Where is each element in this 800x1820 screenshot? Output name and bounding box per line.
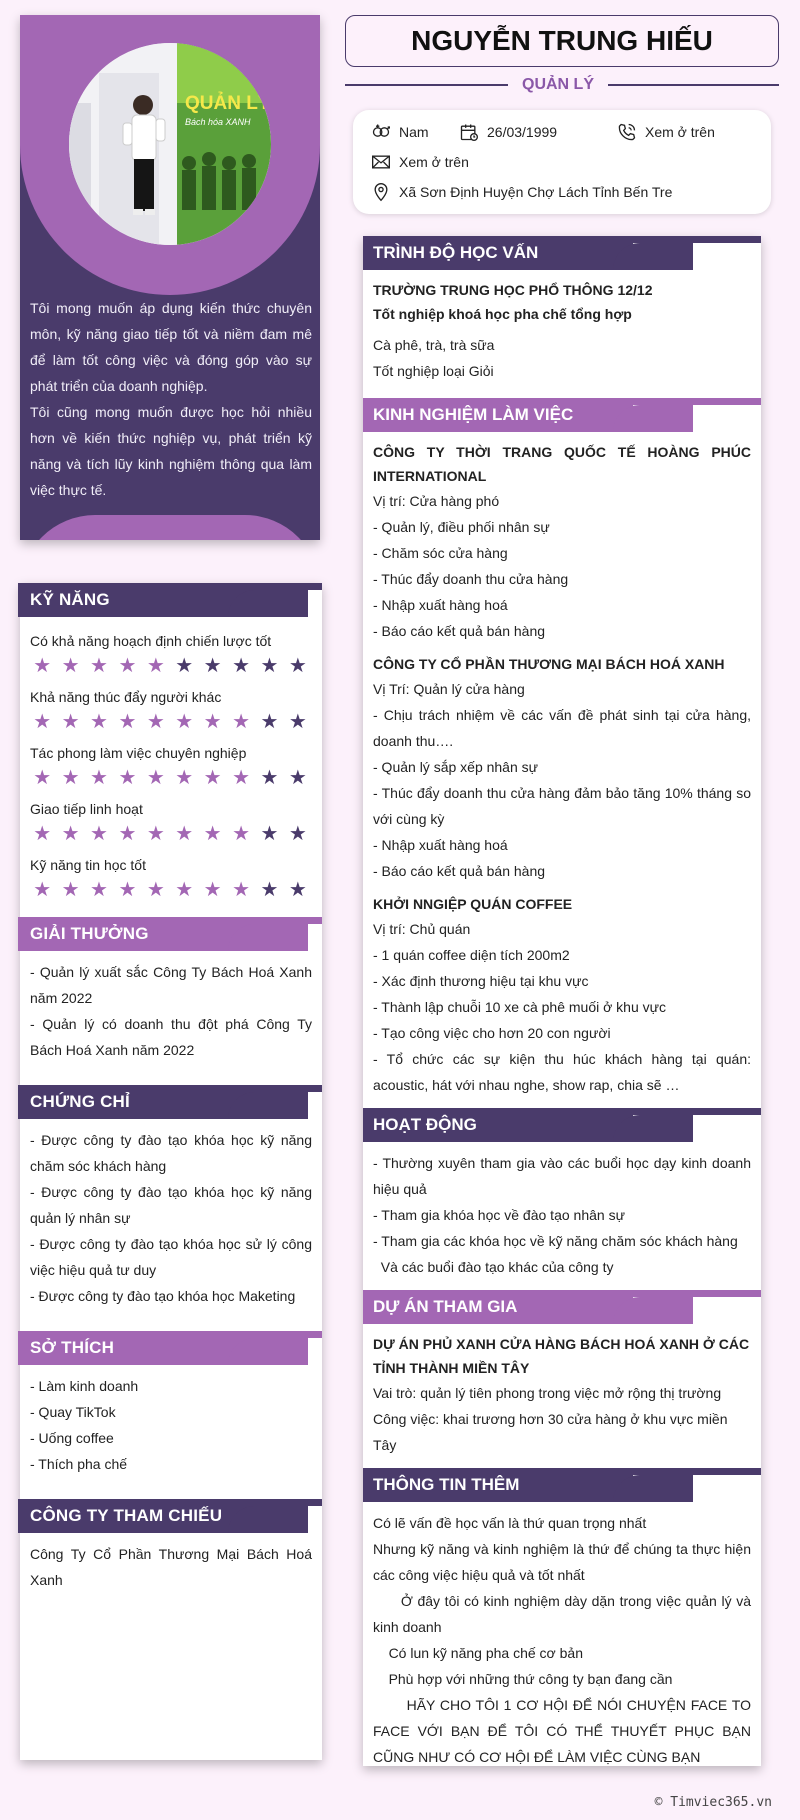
section-title: KỸ NĂNG	[30, 590, 110, 609]
star-filled-icon: ★	[61, 711, 80, 733]
list-item: - Được công ty đào tạo khóa học kỹ năng chăm sóc khách hàng	[30, 1132, 312, 1174]
birthday-value: 26/03/1999	[487, 124, 558, 140]
section-title: HOẠT ĐỘNG	[373, 1115, 477, 1134]
email-value: Xem ở trên	[399, 154, 469, 170]
phone-value: Xem ở trên	[645, 124, 715, 140]
star-filled-icon: ★	[33, 879, 52, 901]
list-item: - Thích pha chế	[30, 1456, 128, 1472]
star-filled-icon: ★	[90, 767, 108, 789]
star-filled-icon: ★	[118, 879, 137, 901]
skill-rating	[28, 707, 312, 737]
section-header-projects	[363, 1290, 761, 1324]
star-filled-icon: ★	[175, 823, 194, 845]
section-header-awards	[18, 917, 322, 951]
star-filled-icon: ★	[232, 879, 251, 901]
section-title: SỞ THÍCH	[30, 1338, 115, 1357]
section-title: CHỨNG CHỈ	[30, 1092, 130, 1111]
gender-item	[369, 121, 429, 143]
star-filled-icon: ★	[118, 655, 137, 677]
star-filled-icon: ★	[203, 823, 222, 845]
project-detail: Vai trò: quản lý tiên phong trong việc mở rộng thị trường	[373, 1385, 722, 1401]
section-header-skills	[18, 583, 322, 617]
star-filled-icon: ★	[175, 711, 194, 733]
projects-content	[363, 1324, 761, 1468]
skill-label: Khả năng thúc đẩy người khác	[30, 689, 222, 705]
education-content	[363, 270, 761, 394]
star-filled-icon: ★	[118, 711, 137, 733]
paragraph: Nhưng kỹ năng và kinh nghiệm là thứ để chúng ta thực hiện các công việc hiệu quả và tốt nhất	[373, 1541, 755, 1583]
star-empty-icon: ★	[175, 655, 194, 677]
star-empty-icon: ★	[260, 711, 279, 733]
skill-label: Giao tiếp linh hoạt	[30, 801, 143, 817]
section-title: KINH NGHIỆM LÀM VIỆC	[373, 405, 574, 424]
awards-list	[20, 951, 322, 1063]
section-header-activities	[363, 1108, 761, 1142]
job-detail: Vị trí: Chủ quán	[373, 921, 471, 937]
star-filled-icon: ★	[90, 711, 108, 733]
star-filled-icon: ★	[118, 823, 137, 845]
star-filled-icon: ★	[61, 767, 80, 789]
paragraph: HÃY CHO TÔI 1 CƠ HỘI ĐỂ NÓI CHUYỆN FACE TO FACE VỚI BẠN ĐỂ TÔI CÓ THỂ THUYẾT PHỤC BẠN CŨNG NHƯ CÓ CƠ HỘI ĐỂ LÀM VIỆC CÙNG BẠN	[373, 1697, 755, 1765]
star-filled-icon: ★	[90, 655, 108, 677]
star-filled-icon: ★	[203, 879, 222, 901]
skill-rating	[28, 763, 312, 793]
job-title: QUẢN LÝ	[508, 73, 608, 97]
address-item	[369, 181, 672, 203]
section-header-education	[363, 236, 761, 270]
phone-icon	[615, 121, 639, 143]
star-filled-icon: ★	[61, 879, 80, 901]
section-title: DỰ ÁN THAM GIA	[373, 1297, 518, 1316]
list-item: - Tham gia các khóa học về kỹ năng chăm sóc khách hàng	[373, 1233, 738, 1249]
job-detail: - Tổ chức các sự kiện thu húc khách hàng tại quán: acoustic, hát với nhau nghe, show rap, chia sẽ …	[373, 1051, 751, 1093]
paragraph: Có lun kỹ năng pha chế cơ bản	[373, 1645, 583, 1661]
star-filled-icon: ★	[146, 879, 165, 901]
list-item: - Quản lý có doanh thu đột phá Công Ty Bách Hoá Xanh năm 2022	[30, 1016, 312, 1058]
star-filled-icon: ★	[175, 767, 194, 789]
watermark: © Timviec365.vn	[654, 1795, 772, 1810]
email-icon	[369, 151, 393, 173]
star-filled-icon: ★	[61, 655, 80, 677]
section-header-experience	[363, 398, 761, 432]
left-sidebar	[20, 583, 322, 1760]
star-filled-icon: ★	[203, 711, 222, 733]
skill-label: Kỹ năng tin học tốt	[30, 857, 146, 873]
star-filled-icon: ★	[146, 823, 165, 845]
career-objective	[30, 295, 312, 503]
activities-content	[363, 1142, 761, 1290]
job-detail: - Báo cáo kết quả bán hàng	[373, 863, 546, 879]
avatar	[69, 43, 271, 245]
skill-rating	[28, 651, 312, 681]
main-content	[363, 236, 761, 1766]
decorative-curve	[20, 515, 320, 540]
project-detail: Công việc: khai trương hơn 30 cửa hàng ở khu vực miền Tây	[373, 1411, 728, 1453]
job-detail: - Quản lý sắp xếp nhân sự	[373, 759, 539, 775]
list-item: - Quản lý xuất sắc Công Ty Bách Hoá Xanh năm 2022	[30, 964, 312, 1006]
paragraph: Có lẽ vấn đề học vấn là thứ quan trọng nhất	[373, 1515, 647, 1531]
star-filled-icon: ★	[90, 823, 108, 845]
star-filled-icon: ★	[232, 823, 251, 845]
paragraph: Phù hợp với những thứ công ty bạn đang cần	[373, 1671, 673, 1687]
education-detail: Tốt nghiệp loại Giỏi	[373, 363, 494, 379]
star-empty-icon: ★	[260, 879, 279, 901]
avatar-photo	[69, 43, 271, 245]
job-detail: - Chịu trách nhiệm về các vấn đề phát sinh tại cửa hàng, doanh thu….	[373, 707, 751, 749]
skill-rating	[28, 819, 312, 849]
star-filled-icon: ★	[33, 711, 52, 733]
job-detail: - Thành lập chuỗi 10 xe cà phê muối ở khu vực	[373, 999, 667, 1015]
skill-label: Tác phong làm việc chuyên nghiệp	[30, 745, 247, 761]
candidate-name: NGUYỄN TRUNG HIẾU	[345, 15, 779, 67]
section-title: GIẢI THƯỞNG	[30, 924, 149, 943]
star-filled-icon: ★	[33, 767, 52, 789]
star-filled-icon: ★	[61, 823, 80, 845]
job-detail: - Báo cáo kết quả bán hàng	[373, 623, 546, 639]
job-detail: - Chăm sóc cửa hàng	[373, 545, 508, 561]
education-detail: Cà phê, trà, trà sữa	[373, 337, 495, 353]
gender-icon	[369, 121, 393, 143]
project-name: DỰ ÁN PHỦ XANH CỬA HÀNG BÁCH HOÁ XANH Ở CÁC TỈNH THÀNH MIỀN TÂY	[373, 1336, 750, 1376]
star-filled-icon: ★	[175, 879, 194, 901]
objective-paragraph: Tôi cũng mong muốn được học hỏi nhiều hơn về kiến thức nghiệp vụ, phát triển kỹ năng và tích lũy kinh nghiệm thông qua làm việc thực tế.	[30, 404, 312, 498]
star-filled-icon: ★	[232, 711, 251, 733]
section-title: TRÌNH ĐỘ HỌC VẤN	[373, 243, 539, 262]
star-filled-icon: ★	[146, 655, 165, 677]
list-item: - Thường xuyên tham gia vào các buổi học dạy kinh doanh hiệu quả	[373, 1155, 751, 1197]
address-value: Xã Sơn Định Huyện Chợ Lách Tỉnh Bến Tre	[399, 184, 673, 200]
gender-value: Nam	[399, 124, 429, 140]
skill-label: Có khả năng hoạch định chiến lược tốt	[30, 633, 272, 649]
star-filled-icon: ★	[118, 767, 137, 789]
reference-company: Công Ty Cổ Phần Thương Mại Bách Hoá Xanh	[30, 1546, 312, 1588]
star-filled-icon: ★	[33, 823, 52, 845]
section-header-hobbies	[18, 1331, 322, 1365]
company-name: CÔNG TY CỔ PHẦN THƯƠNG MẠI BÁCH HOÁ XANH	[373, 656, 725, 672]
star-filled-icon: ★	[33, 655, 52, 677]
job-detail: - Quản lý, điều phối nhân sự	[373, 519, 550, 535]
phone-item	[615, 121, 715, 143]
degree: Tốt nghiệp khoá học pha chế tổng hợp	[373, 306, 632, 322]
section-header-extra-info	[363, 1468, 761, 1502]
star-empty-icon: ★	[288, 823, 307, 845]
star-empty-icon: ★	[260, 655, 279, 677]
list-item: - Được công ty đào tạo khóa học sử lý công việc hiệu quả tư duy	[30, 1236, 312, 1278]
star-empty-icon: ★	[288, 655, 307, 677]
profile-card	[20, 15, 320, 540]
birthday-item	[457, 121, 557, 143]
svg-text:Bách hóa XANH: Bách hóa XANH	[185, 117, 251, 127]
email-item	[369, 151, 469, 173]
star-filled-icon: ★	[146, 767, 165, 789]
star-filled-icon: ★	[203, 767, 222, 789]
school-name: TRƯỜNG TRUNG HỌC PHỔ THÔNG 12/12	[373, 282, 653, 298]
references-text	[20, 1533, 322, 1593]
paragraph: Ở đây tôi có kinh nghiệm dày dặn trong việc quản lý và kinh doanh	[373, 1593, 755, 1635]
job-detail: - Tạo công việc cho hơn 20 con người	[373, 1025, 611, 1041]
star-filled-icon: ★	[90, 879, 108, 901]
list-item: - Uống coffee	[30, 1430, 114, 1446]
job-detail: - Thúc đẩy doanh thu cửa hàng	[373, 571, 569, 587]
star-empty-icon: ★	[203, 655, 222, 677]
job-detail: - Nhập xuất hàng hoá	[373, 597, 508, 613]
svg-text:QUẢN LÝ: QUẢN LÝ	[185, 93, 271, 114]
job-detail: - Thúc đẩy doanh thu cửa hàng đảm bảo tăng 10% tháng so với cùng kỳ	[373, 785, 751, 827]
job-detail: Vị trí: Cửa hàng phó	[373, 493, 500, 509]
section-header-certificates	[18, 1085, 322, 1119]
extra-info-content	[363, 1502, 761, 1780]
section-title: THÔNG TIN THÊM	[373, 1475, 520, 1494]
certificates-list	[20, 1119, 322, 1309]
job-detail: - Xác định thương hiệu tại khu vực	[373, 973, 589, 989]
list-item: - Làm kinh doanh	[30, 1378, 139, 1394]
list-item: Và các buổi đào tạo khác của công ty	[373, 1259, 614, 1275]
star-empty-icon: ★	[260, 767, 279, 789]
company-name: CÔNG TY THỜI TRANG QUỐC TẾ HOÀNG PHÚC INTERNATIONAL	[373, 444, 751, 484]
list-item: - Được công ty đào tạo khóa học kỹ năng quản lý nhân sự	[30, 1184, 312, 1226]
star-empty-icon: ★	[260, 823, 279, 845]
star-empty-icon: ★	[232, 655, 251, 677]
star-empty-icon: ★	[288, 879, 307, 901]
calendar-icon	[457, 121, 481, 143]
star-empty-icon: ★	[288, 767, 307, 789]
contact-info	[353, 110, 771, 214]
list-item: - Được công ty đào tạo khóa học Maketing	[30, 1288, 296, 1304]
section-title: CÔNG TY THAM CHIẾU	[30, 1506, 223, 1525]
location-pin-icon	[369, 181, 393, 203]
skill-rating	[28, 875, 312, 905]
company-name: KHỞI NNGIỆP QUÁN COFFEE	[373, 896, 573, 912]
list-item: - Tham gia khóa học về đào tạo nhân sự	[373, 1207, 625, 1223]
skills-list	[20, 617, 322, 905]
star-filled-icon: ★	[232, 767, 251, 789]
experience-content	[363, 432, 761, 1108]
job-detail: - Nhập xuất hàng hoá	[373, 837, 508, 853]
objective-paragraph: Tôi mong muốn áp dụng kiến thức chuyên môn, kỹ năng giao tiếp tốt và niềm đam mê để làm tốt công việc và đóng góp vào sự phát triển của doanh nghiệp.	[30, 300, 312, 394]
job-detail: Vị Trí: Quản lý cửa hàng	[373, 681, 525, 697]
star-filled-icon: ★	[146, 711, 165, 733]
job-detail: - 1 quán coffee diện tích 200m2	[373, 947, 570, 963]
section-header-references	[18, 1499, 322, 1533]
list-item: - Quay TikTok	[30, 1404, 116, 1420]
hobbies-list	[20, 1365, 322, 1477]
star-empty-icon: ★	[288, 711, 307, 733]
